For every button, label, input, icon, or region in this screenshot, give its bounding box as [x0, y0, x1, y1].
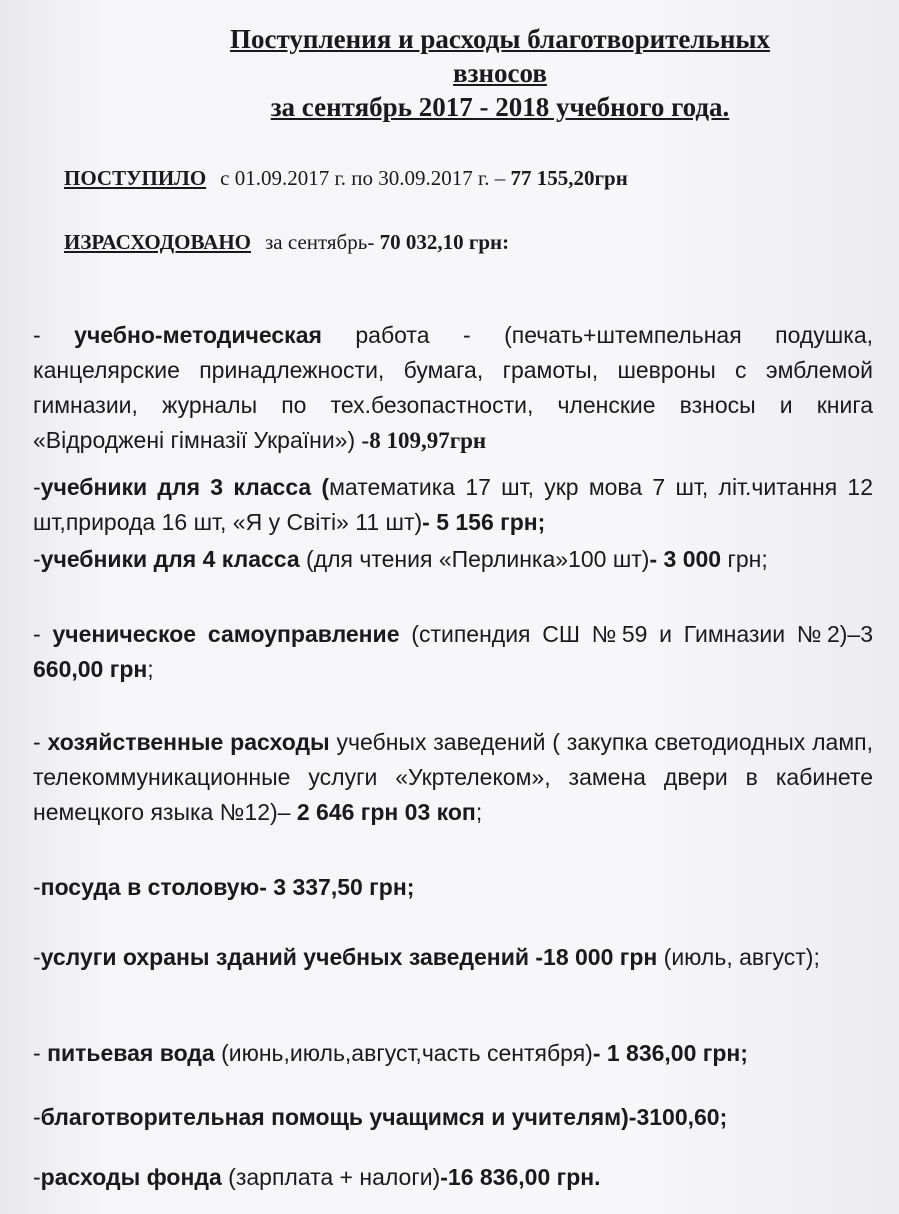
spent-line [64, 230, 509, 255]
expense-category: учебники для 3 класса ( [40, 474, 330, 500]
received-line [64, 166, 628, 191]
expense-item: - учебно-методическая работа - (печать+штемпельная подушка, канцелярские принадлежности, бумага, грамоты, шевроны с эмблемой гимназии, журналы по тех.безопастности, членские взносы и книга «Відроджені гімназії України») -8 109,97грн [33, 322, 873, 453]
expense-amount: - 1 836,00 грн; [592, 1040, 748, 1066]
expense-details: математика 17 шт, укр мова 7 шт, літ.читання 12 шт,природа 16 шт, «Я у Світі» 11 шт) [33, 474, 874, 535]
expense-amount: 2 646 грн 03 коп [296, 799, 476, 825]
spent-label: ИЗРАСХОДОВАНО [64, 230, 251, 254]
expense-details: (июль, август); [657, 944, 820, 970]
expense-item: -посуда в столовую- 3 337,50 грн; [33, 874, 415, 900]
expense-item: - питьевая вода (июнь,июль,август,часть сентября)- 1 836,00 грн; [33, 1040, 748, 1066]
expense-item: - хозяйственные расходы учебных заведений ( закупка светодиодных ламп, телекоммуникационные услуги «Укртелеком», замена двери в кабинете немецкого языка №12)– 2 646 грн 03 коп; [33, 729, 873, 825]
expense-category: учебники для 4 класса [40, 546, 300, 572]
expense-category: ученическое самоуправление [52, 621, 400, 647]
expense-category: питьевая вода [47, 1040, 215, 1066]
expense-category: учебно-методическая [74, 322, 322, 348]
expense-item: -благотворительная помощь учащимся и учителям)-3100,60; [33, 1104, 728, 1130]
expense-details: (для чтения «Перлинка»100 шт) [299, 546, 650, 572]
expense-amount: -16 836,00 грн. [440, 1164, 601, 1190]
expense-details: (стипендия СШ №59 и Гимназии №2)–3 [399, 621, 873, 647]
expense-category: расходы фонда [40, 1164, 222, 1190]
expense-details: (июнь,июль,август,часть сентября) [214, 1040, 593, 1066]
expense-amount: - 5 156 грн; [422, 509, 546, 535]
expense-amount: -8 109,97грн [361, 428, 487, 453]
expense-category: благотворительная помощь учащимся и учителям)-3100,60; [40, 1104, 728, 1130]
expense-item: -расходы фонда (зарплата + налоги)-16 836,00 грн. [33, 1164, 601, 1190]
expense-item: -учебники для 3 класса (математика 17 шт, укр мова 7 шт, літ.читання 12 шт,природа 16 шт, «Я у Світі» 11 шт)- 5 156 грн; [33, 474, 874, 535]
expense-amount: 660,00 грн [33, 656, 148, 682]
title-line-2: взносов [453, 58, 547, 88]
received-text: с 01.09.2017 г. по 30.09.2017 г. – [220, 166, 506, 190]
spent-text: за сентябрь- [265, 230, 375, 254]
expense-category: услуги охраны зданий учебных заведений -18 000 грн [40, 944, 658, 970]
document-title [150, 22, 850, 124]
expense-item: -учебники для 4 класса (для чтения «Перлинка»100 шт)- 3 000 грн; [33, 546, 768, 572]
expense-category: посуда в столовую- 3 337,50 грн; [40, 874, 415, 900]
title-line-3: за сентябрь 2017 - 2018 учебного года. [270, 92, 730, 122]
expense-details: работа - (печать+штемпельная подушка, канцелярские принадлежности, бумага, грамоты, шевроны с эмблемой гимназии, журналы по тех.безопастности, членские взносы и книга «Відроджені гімназії України») [33, 322, 873, 453]
expense-category: хозяйственные расходы [47, 729, 330, 755]
expense-details: учебных заведений ( закупка светодиодных ламп, телекоммуникационные услуги «Укртелеком», замена двери в кабинете немецкого языка №12)– [33, 729, 873, 825]
expense-details: (зарплата + налоги) [221, 1164, 441, 1190]
received-label: ПОСТУПИЛО [64, 166, 207, 190]
received-amount: 77 155,20грн [510, 166, 628, 190]
expense-amount: - 3 000 [649, 546, 722, 572]
title-line-1: Поступления и расходы благотворительных [230, 24, 770, 54]
expense-item: -услуги охраны зданий учебных заведений -18 000 грн (июль, август); [33, 944, 820, 970]
spent-amount: 70 032,10 грн: [379, 230, 510, 254]
expense-item: - ученическое самоуправление (стипендия СШ №59 и Гимназии №2)–3 660,00 грн; [33, 621, 873, 682]
